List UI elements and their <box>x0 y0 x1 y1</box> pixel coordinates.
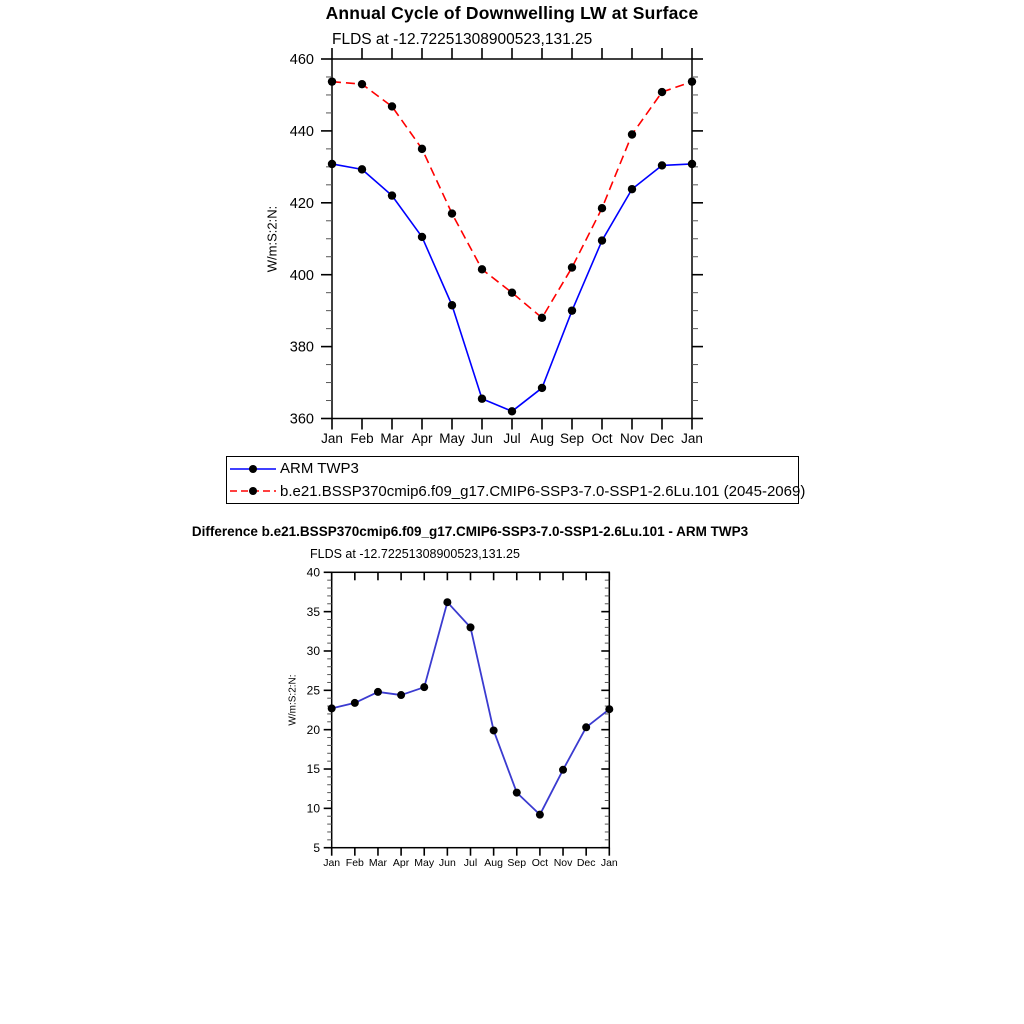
top-chart-subtitle: FLDS at -12.72251308900523,131.25 <box>332 31 593 48</box>
y-tick-label: 40 <box>306 565 320 580</box>
data-point-marker <box>397 691 405 699</box>
y-tick-label: 460 <box>289 52 314 69</box>
x-tick-label: May <box>414 857 435 869</box>
x-tick-label: Dec <box>649 431 675 446</box>
x-tick-label: Jul <box>463 857 478 869</box>
data-point-marker <box>467 623 475 631</box>
data-point-marker <box>443 598 451 606</box>
series-line-0 <box>332 602 610 814</box>
x-tick-label: Apr <box>392 857 410 869</box>
x-tick-label: Jun <box>471 431 493 446</box>
data-point-marker <box>582 723 590 731</box>
data-point-marker <box>605 705 613 713</box>
y-tick-label: 5 <box>313 840 320 855</box>
y-tick-label: 35 <box>306 604 320 619</box>
x-tick-label: Sep <box>507 857 527 869</box>
x-tick-label: May <box>439 431 465 446</box>
x-tick-label: Nov <box>619 431 645 446</box>
x-tick-label: Oct <box>531 857 549 869</box>
data-point-marker <box>536 811 544 819</box>
y-tick-label: 25 <box>306 683 320 698</box>
x-tick-label: Jan <box>323 857 341 869</box>
axis-frame <box>332 572 610 847</box>
plot-area <box>307 566 618 870</box>
top-chart-y-axis-label: W/m:S:2:N: <box>264 205 280 273</box>
y-tick-label: 400 <box>289 267 314 284</box>
difference-chart-title: Difference b.e21.BSSP370cmip6.f09_g17.CMIP6-SSP3-7.0-SSP1-2.6Lu.101 - ARM TWP3 <box>191 524 749 539</box>
data-point-marker <box>559 766 567 774</box>
x-tick-label: Feb <box>350 431 374 446</box>
y-tick-label: 10 <box>306 801 320 816</box>
difference-chart-y-axis-label: W/m:S:2:N: <box>287 674 299 726</box>
data-point-marker <box>490 726 498 734</box>
x-tick-label: Jan <box>681 431 703 446</box>
data-point-marker <box>328 704 336 712</box>
y-tick-label: 20 <box>306 722 320 737</box>
x-tick-label: Aug <box>529 431 555 446</box>
x-tick-label: Apr <box>411 431 433 446</box>
legend-label-arm-twp3: ARM TWP3 <box>280 460 359 478</box>
x-tick-label: Oct <box>591 431 613 446</box>
data-point-marker <box>374 688 382 696</box>
x-tick-label: Sep <box>559 431 585 446</box>
y-tick-label: 420 <box>289 195 314 212</box>
difference-chart-subtitle: FLDS at -12.72251308900523,131.25 <box>310 547 520 561</box>
series-0 <box>328 598 614 818</box>
y-tick-label: 15 <box>306 762 320 777</box>
y-tick-label: 30 <box>306 644 320 659</box>
data-point-marker <box>351 699 359 707</box>
x-tick-label: Aug <box>484 857 503 869</box>
x-tick-label: Jan <box>321 431 343 446</box>
x-tick-label: Feb <box>345 857 364 869</box>
x-tick-label: Dec <box>576 857 596 869</box>
x-tick-label: Nov <box>553 857 573 869</box>
data-point-marker <box>513 789 521 797</box>
top-chart-title: Annual Cycle of Downwelling LW at Surface <box>325 3 699 23</box>
y-tick-label: 440 <box>289 123 314 140</box>
x-tick-label: Mar <box>368 857 388 869</box>
x-tick-label: Jun <box>438 857 456 869</box>
x-tick-label: Mar <box>380 431 404 446</box>
x-tick-label: Jul <box>503 431 521 446</box>
y-tick-label: 380 <box>289 339 314 356</box>
x-tick-label: Jan <box>600 857 618 869</box>
legend-label-model: b.e21.BSSP370cmip6.f09_g17.CMIP6-SSP3-7.0-SSP1-2.6Lu.101 (2045-2069) <box>280 482 806 500</box>
data-point-marker <box>420 683 428 691</box>
y-tick-label: 360 <box>289 411 314 428</box>
